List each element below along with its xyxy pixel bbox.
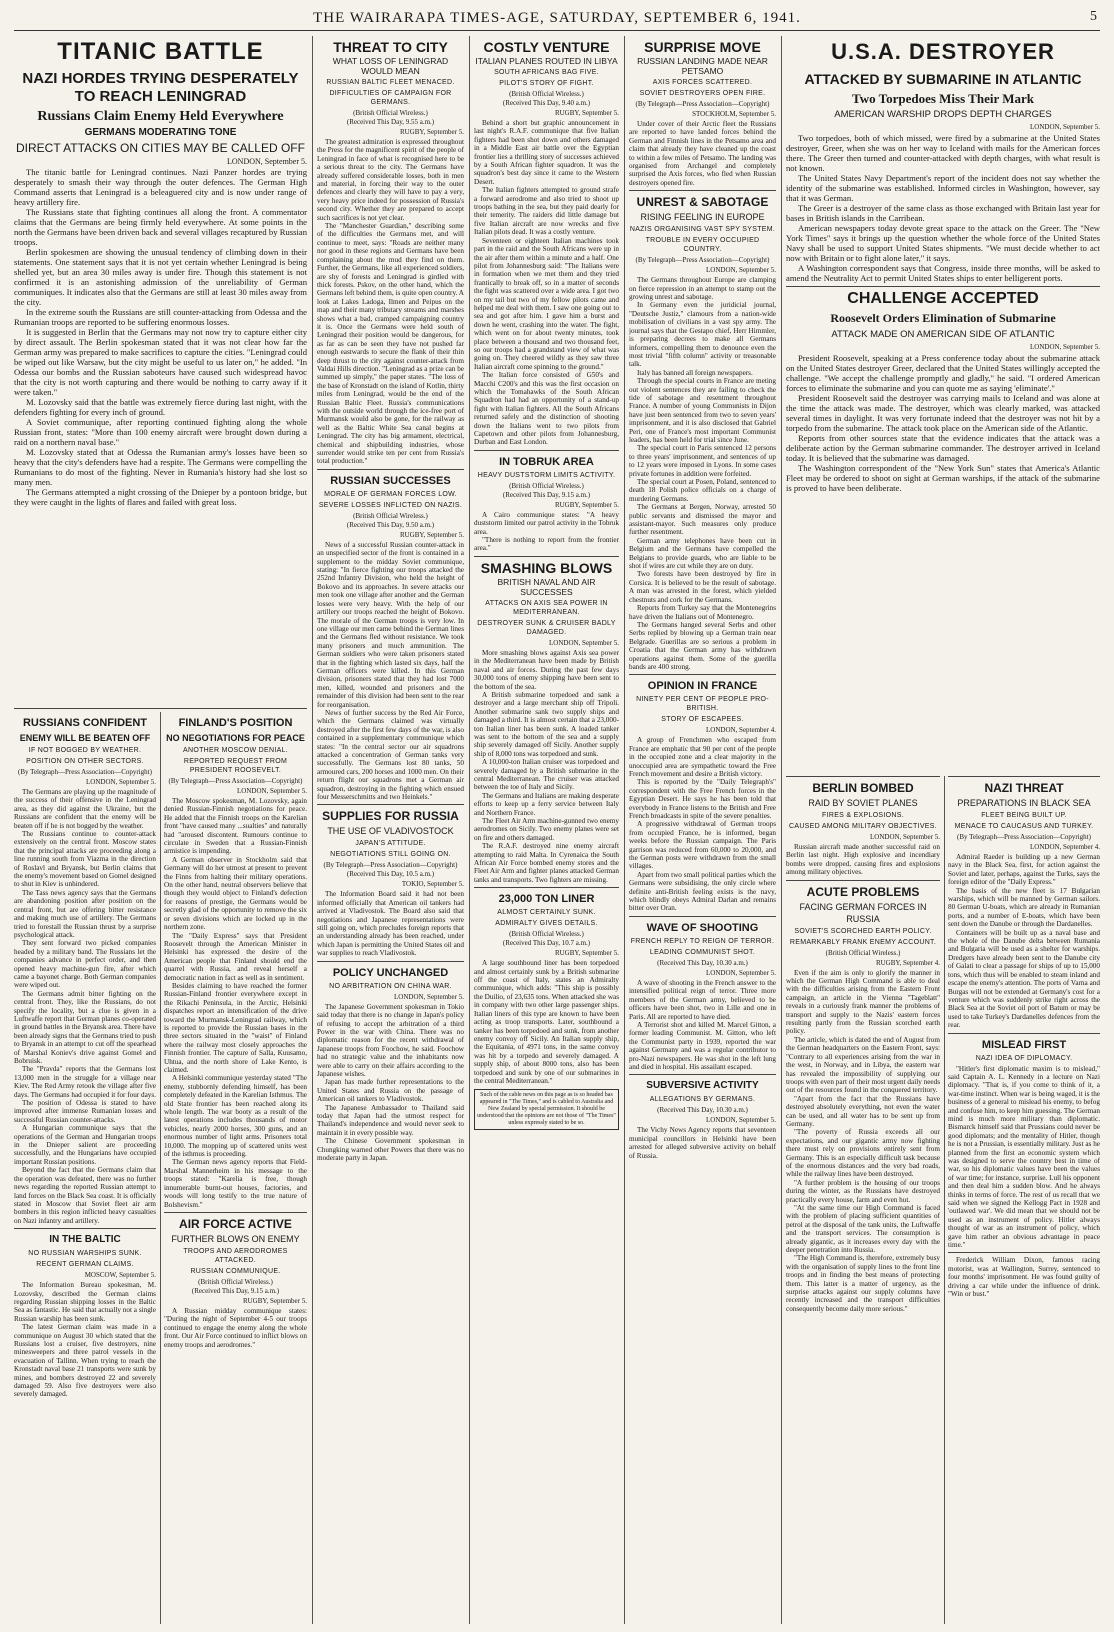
paragraph: It is suggested in Berlin that the Germans may not now try to capture either city by direct assault. The Berlin spokesman stated that it was not clear how far the German army was prepared to make sacrifices to capture the cities. "Leningrad could be wiped out like Warsaw, but the city might be useful to us later on," he added. "In Odessa our bombs and the Russian saboteurs have caused such widespread havoc that the city is not worth capturing and there would be nothing to carry away if it were taken." [14,327,307,397]
divider [629,674,776,675]
paragraph: A group of Frenchmen who escaped from France are emphatic that 90 per cent of the people in the occupied zone and a clear majority in the unoccupied area are sympathetic toward the Free French movement and desire a British victory. [629,736,776,778]
divider [786,286,1100,287]
paragraph: "A further problem is the housing of our troops during the winter, as the Russians have destroyed practically every house, farm and even hut. [786,1178,940,1204]
credit: (Received This Day, 10.30 a.m.) [657,958,748,967]
paragraph: The basis of the new fleet is 17 Bulgarian warships, which will be manned by German sailors. 80 German U-boats, which are already in Rumanian ports, and a number of E-boats, which have been sent down the Danube or through the Dardanelles. [948,886,1100,929]
subhead-roosevelt-orders: Roosevelt Orders Elimination of Submarine [830,311,1056,325]
dateline: LONDON, September 5. [706,968,776,977]
paragraph: A Terrorist shot and killed M. Marcel Gitton, a former leading Communist. M. Gitton, who left the Communist party in 1939, reported the war against Germany and was a regular contributor to pro-Nazi newspapers. He was shot in the left lung and died in hospital. His assailant escaped. [629,1020,776,1071]
dateline: LONDON, September 5. [870,833,940,841]
credit: (Received This Day, 10.30 a.m.) [657,1106,748,1115]
subhead-russians-claim: Russians Claim Enemy Held Everywhere [37,109,284,124]
paragraph: This is reported by the "Daily Telegraph's" correspondent with the Free French forces in the Egyptian Desert. He says he has been told that everybody in France listens to the British and Free French broadcasts in spite of the severe penalties. [629,778,776,820]
headline-in-tobruk-area: IN TOBRUK AREA [499,455,594,468]
dateline: RUGBY, September 5. [399,530,464,539]
dateline: TOKIO, September 5. [401,880,464,889]
paragraph: More smashing blows against Axis sea power in the Mediterranean have been made by British naval and air forces. During the past few days 30,000 tons of enemy shipping have been sent to the bottom of the sea. [474,648,619,691]
subhead-direct-attacks: DIRECT ATTACKS ON CITIES MAY BE CALLED OFF [16,141,305,155]
paragraph: Reports from other sources state that the evidence indicates that the attack was a deliberate action by the German submarine commander. The destroyer arrived in Iceland today. It is believed that the submarine was damaged. [786,433,1100,463]
paragraph: Under cover of their Arctic fleet the Russians are reported to have landed forces behind the German and Finnish lines in the Petsamo area and claim that already they have cleaned up the coast to within a few miles of Petsamo. The landing was organised from Archangel and completely surprised the Axis forces, who fled when Russian destroyers opened fire. [629,120,776,187]
paragraph: A Helsinki communique yesterday stated "The enemy, stubbornly defending himself, has been completely defeated in the Karelian Isthmus. The old State frontier has been reached along its whole length. The war booty as a result of the latest operations includes thousands of motor vehicles, nearly 2000 horses, 300 guns, and an enormous number of light arms. Prisoners total 10,000. The mopping up of scattered units west of the isthmus is proceeding. [164,1074,307,1159]
paragraph: A German observer in Stockholm said that Germany will do her utmost at present to prevent the Finns from halting their military operations. On the other hand, neutral observers believe that though they would object to Finland's defection for reasons of prestige, the Germans would be secretly glad of the opportunity to remove the six or seven divisions which are locked up in the northern zone. [164,855,307,932]
paragraph: "Apart from the fact that the Russians have destroyed absolutely everything, not even the water can be used, and all water has to be sent up from Germany. [786,1094,940,1128]
divider [474,450,619,451]
subhead: ALMOST CERTAINLY SUNK. [497,909,596,917]
subhead: BRITISH NAVAL AND AIR SUCCESSES [497,576,596,597]
subhead: SEVERE LOSSES INFLICTED ON NAZIS. [318,501,463,509]
dateline: LONDON, September 5. [237,787,307,795]
subhead-two-torpedoes: Two Torpedoes Miss Their Mark [851,91,1035,106]
paragraph: The special court at Posen, Poland, sentenced to death 18 Polish police officials on a charge of murdering Germans. [629,478,776,503]
paragraph: Frederick William Dixon, famous racing motorist, was at Wallington, Surrey, sentenced to four months' imprisonment. He was found guilty of driving a car while under the influence of drink. "Win or bust." [948,1256,1100,1299]
paragraph: The German news agency reports that Field-Marshal Mannerheim in his message to the troops stated: "Karelia is free, though innumerable burnt-out houses, factories, and woods will long testify to the true nature of Bolshevism." [164,1158,307,1209]
paragraph: The Germans at Bergen, Norway, arrested 50 public servants and dismissed the mayor and assistant-mayor. Such measures only produce further resentment. [629,503,776,537]
subhead: NO NEGOTIATIONS FOR PEACE [166,733,305,743]
paragraph: American newspapers today devote great space to the attack on the Greer. The "New York Times" says it brings up the question whether the whole force of the United States Navy shall be used to support United States shipments. "We must decide whether to act now with Britain or to fight alone later," it says. [786,223,1100,263]
paragraph: The Italian fighters attempted to ground strafe a forward aerodrome and also tried to shoot up troops bathing in the sea, but they paid dearly for their temerity. The raiders did little damage but five Italian aircraft are now wrecks and five Italian pilots dead. It was a costly venture. [474,186,619,237]
headline-supplies-for-russia: SUPPLIES FOR RUSSIA [322,809,459,824]
paragraph: "The poverty of Russia exceeds all our expectations, and our gigantic army now fighting there must rely on provisions entirely sent from Germany. This is an especially difficult task because of the enormous distances and the very bad roads, while the railway lines have been destroyed. [786,1128,940,1179]
headline-in-the-baltic: IN THE BALTIC [49,1234,121,1246]
divider [948,776,1100,777]
subhead: FRENCH REPLY TO REIGN OF TERROR. [630,937,775,945]
paragraph: A progressive withdrawal of German troops from occupied France, he is informed, began weeks before the Russian campaign. The Paris garrison was reduced from 60,000 to 20,000, and the German posts were withdrawn from the small villages. [629,820,776,871]
dateline: LONDON, September 4. [1030,843,1100,851]
credit: (By Telegraph—Press Association—Copyright) [635,256,770,265]
subhead: MENACE TO CAUCASUS AND TURKEY. [954,823,1094,830]
column-rule [944,776,945,1624]
paragraph: The Germans throughout Europe are clamping on fierce repression in an attempt to stamp out the growing unrest and sabotage. [629,276,776,302]
headline-smashing-blows: SMASHING BLOWS [480,559,613,576]
subhead: RUSSIAN LANDING MADE NEAR PETSAMO [637,56,768,76]
credit: (British Official Wireless.) [825,948,901,957]
subhead: DESTROYER SUNK & CRUISER BADLY DAMAGED. [477,619,616,636]
paragraph: "The High Command is, therefore, extremely busy with the organisation of supply lines to the front line troops and in finding the best means of protecting them. This latter is a matter of urgency, as the surprise attacks against our supply columns have recently increased and the transport difficulties consequently become daily more serious." [786,1254,940,1313]
dateline: RUGBY, September 5. [554,500,619,509]
paragraph: The Germans attempted a night crossing of the Dnieper by a pontoon bridge, but they were caught in the lights of flares and failed with great loss. [14,487,307,507]
headline-surprise-move: SURPRISE MOVE [644,39,761,55]
subhead: NO RUSSIAN WARSHIPS SUNK. [28,1250,142,1258]
subhead: SOVIET DESTROYERS OPEN FIRE. [639,90,766,97]
paragraph: "There is nothing to report from the frontier area." [474,536,619,553]
paragraph: A 10,000-ton Italian cruiser was torpedoed and severely damaged by a British submarine in the central Mediterranean. The cruiser was attacked between the toe of Italy and Sicily. [474,758,619,792]
divider [317,804,464,805]
paragraph: The Italian force consisted of G50's and Macchi C200's and this was the first occasion on which the Tomahawks of the South African Squadron had had an opportunity of a stand-up fight with Italian fighters. All the South Africans returned safely and the distinction of shooting down the Italians went to two pilots from Capetown and other pilots from Johannesburg, Durban and East London. [474,371,619,447]
subhead: HEAVY DUSTSTORM LIMITS ACTIVITY. [477,471,616,479]
headline-policy-unchanged: POLICY UNCHANGED [332,966,449,979]
paragraph: "Hitler's first diplomatic maxim is to mislead," said Captain A. L. Kennedy in a lecture on Nazi diplomacy. "That is, if you come to think of it, a war-time instinct. When war is being waged, it is the business of a general to mislead his enemy, to befog and confuse him, to keep him guessing. The German mind is much more military than diplomatic. Bismarck himself said that Prussians could never be good diplomats; and the mentality of Hitler, though he is not a Prussian, is essentially military. Just as he planned from the first an economic system which was designed to serve the country best in time of war, so his diplomatic values have been the values of war time; for instance, surprise. Lull his opponent and then deal him a sudden blow. And he always thinks in terms of force. The rest of us recall that we said when we signed the Kellogg Pact in 1928 and 'outlawed war'. We did mean that we should not be used as an instrument of policy. Hitler always thought of war as an instrument of policy, which gave him rather an obvious advantage in peace time." [948,1064,1100,1250]
credit: (By Telegraph—Press Association—Copyright) [957,833,1091,841]
dateline: LONDON, September 5. [549,638,619,647]
credit: (British Official Wireless.) (Received This Day, 9.15 a.m.) [502,481,591,499]
paragraph: The Russians continue to counter-attack extensively on the central front. Moscow states that the principal attacks are proceeding along a line running south from Viazma in the direction of Roslavl and Bryansk, but Berlin claims that the enemy's movement based on Gomel designed to shut in Kiev is unhindered. [14,830,156,889]
headline-unrest-sabotage: UNREST & SABOTAGE [636,195,769,210]
paragraph: The Germans hanged several Serbs and other Serbs replied by blowing up a German train near Belgrade. Guerillas are so serious a problem in Croatia that the German army has withdrawn operations against them. Some of the guerilla bands are 400 strong. [629,620,776,671]
paragraph: A Soviet communique, after reporting continued fighting along the whole Russian front, states: "More than 100 enemy aircraft were brought down during a raid on a northern naval base." [14,417,307,447]
subhead: ENEMY WILL BE BEATEN OFF [19,733,151,743]
paragraph: "At the same time our High Command is faced with the problem of placing sufficient quantities of petrol at the disposal of the tank units, the Luftwaffe and the transport services. The consumption is already gigantic, as it increases every day with the deeper penetration into Russia. [786,1204,940,1255]
paragraph: German army telephones have been cut in Belgium and the Germans have compelled the Belgians to provide guards, who are liable to be shot if wires are cut while they are on duty. [629,536,776,571]
column-rule [624,36,625,1624]
column-rule [312,36,313,1624]
column-finland [164,712,307,1624]
subhead: THE USE OF VLADIVOSTOCK [327,826,454,837]
paragraph: The Japanese Government spokesman in Tokio said today that there is no change in Japan's policy of refusing to accept the arbitration of a third Power in the war with China. There was no diplomatic reason for the recent withdrawal of Japanese troops from Foochow, he said. Foochow had no strategic value and the inhabitants now were able to carry on their affairs according to the Japanese wishes. [317,1002,464,1078]
subhead: RUSSIAN COMMUNIQUE. [190,1267,281,1275]
divider [629,1074,776,1075]
paragraph: A wave of shooting in the French answer to the intensified political reign of terror. Three more members of the German army, believed to be officers have been shot, two in Lille and one in Paris. All are reported to have died. [629,978,776,1021]
headline-23000-ton-liner: 23,000 TON LINER [498,893,595,906]
headline-usa-destroyer: U.S.A. DESTROYER [831,39,1055,64]
subhead: PILOT'S STORY OF FIGHT. [499,80,594,87]
paragraph: The Fleet Air Arm machine-gunned two enemy aerodromes on Sicily. Two enemy planes were set on fire and others damaged. [474,817,619,842]
paragraph: Two torpedoes, both of which missed, were fired by a submarine at the United States destroyer, Greer, when she was on her way to Iceland with mails for the American forces there. The Greer then turned and counter-attacked with depth charges, with what result is not known. [786,133,1100,173]
paragraph: The titanic battle for Leningrad continues. Nazi Panzer hordes are trying desperately to smash their way through the outer defences. The German High Command asserts that Leningrad is a beleaguered city and is now under range of heavy artillery fire. [14,167,307,207]
subhead: JAPAN'S ATTITUDE. [355,840,426,848]
subhead-attacked-by-submarine: ATTACKED BY SUBMARINE IN ATLANTIC [804,71,1082,87]
paragraph: Behind a short but graphic announcement in last night's R.A.F. communique that five Italian fighters had been shot down and others damaged in a Middle East air battle over the Egyptian frontier lies a thrilling story of successes achieved by a South African fighter squadron. It was the squadron's best day since it came to the Western Desert. [474,119,619,186]
paragraph: Admiral Raeder is building up a new German navy in the Black Sea, first, for action against the Soviet and later, perhaps, against the Turks, says the foreign editor of the "Daily Express." [948,853,1100,887]
paragraph: Russian aircraft made another successful raid on Berlin last night. High explosive and incendiary bombs were dropped, causing fires and explosions among military objectives. [786,843,940,877]
paragraph: A Russian midday communique states: "During the night of September 4-5 our troops continued to engage the enemy along the whole front. Our Air Force continued to inflict blows on enemy troops and aerodromes." [164,1306,307,1349]
subhead: POSITION ON OTHER SECTORS. [26,758,144,765]
column-rule [160,712,161,1624]
subhead: NINETY PER CENT OF PEOPLE PRO-BRITISH. [636,696,769,713]
article-challenge-accepted [786,353,1100,493]
article-titanic-battle [14,167,307,507]
headline-finlands-position: FINLAND'S POSITION [178,717,293,729]
dateline: LONDON, September 5. [1030,343,1100,351]
subhead: STORY OF ESCAPEES. [661,716,744,724]
divider [786,776,940,777]
paragraph: Japan has made further representations to the United States and Russia on the passage of American oil tankers to Vladivostok. [317,1078,464,1104]
masthead [14,6,1100,31]
subhead: AXIS FORCES SCATTERED. [652,79,753,86]
headline-titanic-battle: TITANIC BATTLE [57,38,264,65]
paragraph: In the extreme south the Russians are still counter-attacking from Odessa and the Rumanian troops are reported to be suffering enormous losses. [14,307,307,327]
divider [317,469,464,470]
subhead: ADMIRALTY GIVES DETAILS. [495,920,598,928]
paragraph: The Germans and Italians are making desperate efforts to keep up a ferry service between Italy and Northern France. [474,791,619,817]
subhead-moderating-tone: GERMANS MODERATING TONE [84,127,237,138]
paragraph: The Russians state that fighting continues all along the front. A commentator claims that the Germans are being firmly held everywhere. At some points in the north the Germans have been driven back and several villages recaptured by Russian troops. [14,207,307,247]
paragraph: Containers will be built up as a naval base and the whole of the Danube delta between Rumania and Bulgaria will be used as a shelter for warships. Dredgers have already been sent to the Danube city of Galati to clear a passage for ships of up to 15,000 tons, which thus will be enabled to steam inland and escape the enemy's attention. The ports of Varna and Burgas will not be extended at Germany's cost for a venture which was suddenly strike right across the Black Sea at the Soviet oil port of Batum or may be used to take Turkey's Dardanelles defences from the rear. [948,928,1100,1030]
headline-opinion-in-france: OPINION IN FRANCE [647,680,758,693]
divider [948,1033,1100,1034]
credit: (By Telegraph—Press Association—Copyright) [168,777,303,785]
paragraph: Italy has banned all foreign newspapers. [637,368,753,377]
paragraph: The United States Navy Department's report of the incident does not say whether the identity of the submarine was established. Informed circles in Washington, however, say that it was German. [786,173,1100,203]
paragraph: M. Lozovsky said that the battle was extremely fierce during last night, with the defenders fighting for every inch of ground. [14,397,307,417]
headline-acute-problems: ACUTE PROBLEMS [806,884,920,899]
headline-threat-to-city: THREAT TO CITY [333,39,448,55]
credit: (British Official Wireless.) (Received This Day, 10.7 a.m.) [502,930,591,948]
copyright-notice: Such of the cable news on this page as is so headed has appeared in "The Times," and is cabled to Australia and New Zealand by special permission. It should be understood that the opinions are not those of "The Times" unless expressly stated to be so. [474,1089,619,1130]
subhead: MORALE OF GERMAN FORCES LOW. [324,490,457,498]
subhead: ANOTHER MOSCOW DENIAL. [183,747,288,754]
subhead: DIFFICULTIES OF CAMPAIGN FOR GERMANS. [329,90,452,106]
subhead: TROUBLE IN EVERY OCCUPIED COUNTRY. [645,237,760,254]
subhead: RUSSIAN BALTIC FLEET MENACED. [326,79,455,86]
paragraph: Besides claiming to have reached the former Russian-Finland frontier everywhere except in the Rikachi Peninsula, in the Arctic, Helsinki dispatches report an intensification of the drive toward the Murmansk-Leningrad railway, which is reported to provide the Russian bases in the three sectors situated in the "waist" of Finland where the railway most closely approaches the Finnish frontier. The capture of Salla, Kuusamo, Uhtua, and the north shore of Lake Kento, is claimed. [164,981,307,1074]
subhead: NO ARBITRATION ON CHINA WAR. [329,982,452,990]
credit: (British Official Wireless.) (Received This Day, 9.50 a.m.) [346,511,435,529]
paragraph: Two forests have been destroyed by fire in Corsica. It is believed to be the result of sabotage. A man was arrested in the forest, which yielded chestnuts and cork for the Germans. [629,570,776,604]
credit: (By Telegraph—Press Association—Copyright) (Received This Day, 10.5 a.m.) [323,861,458,879]
paragraph: The Information Bureau spokesman, M. Lozovsky, described the German claims regarding Russian shipping losses in the Baltic Sea as fantastic. He said that actually not a single Russian warship has been sunk. [14,1281,156,1323]
paragraph: The Germans admit bitter fighting on the central front. They, like the Russians, do not specify the locality, but a clue is given in a Luftwaffe report that German planes co-operated in ground battles in the Bryansk area. There have been already signs that the Germans tried to push to Bryansk in an attempt to cut off the spearhead of Marshal Koniev's drive against Gomel and Bobruisk. [14,989,156,1065]
paragraph: The Japanese Ambassador to Thailand said today that Japan had the utmost respect for Thailand's independence and would never seek to maintain it in every possible way. [317,1103,464,1137]
subhead: WHAT LOSS OF LENINGRAD WOULD MEAN [332,56,449,76]
credit: (By Telegraph—Press Association—Copyright) [635,100,770,108]
divider [629,190,776,191]
headline-mislead-first: MISLEAD FIRST [981,1038,1067,1051]
subhead: RISING FEELING IN EUROPE [640,212,765,223]
paragraph: The "Pravda" reports that the Germans lost 13,000 men in the struggle for a village near Kiev. The Red Army retook the village after five days. The Germans had occupied it for four days. [14,1065,156,1099]
headline-berlin-bombed: BERLIN BOMBED [812,781,914,795]
headline-nazi-threat: NAZI THREAT [984,781,1064,795]
subhead: SOUTH AFRICANS BAG FIVE. [494,69,599,76]
credit: (By Telegraph—Press Association—Copyright) [18,768,152,776]
subhead: FLEET BEING BUILT UP. [981,812,1067,819]
headline-russians-confident: RUSSIANS CONFIDENT [22,717,148,729]
paragraph: President Roosevelt, speaking at a Press conference today about the submarine attack on the United States destroyer Greer, declared that the United States willingly accepted the challenge. "We accept the challenge promptly and gladly," he said. "I ordered American forces to eliminate the submarine and you can quote me as saying 'eliminate'." [786,353,1100,393]
paragraph: Seventeen or eighteen Italian machines took part in the raid and the South Africans were up in the air after them within a minute and a half. One pilot from Johannesburg said: "The Italians were in formation when we met them and they tried frantically to break off, so in a matter of seconds the fight was scattered over a wide area. I got two on my tail but two of my fellow pilots came and helped me deal with them. I saw one going out to sea and got after him. I gave him a burst and down he went, crashing into the water. The fight, which went on for about twenty minutes, took place between a thousand and two thousand feet, so our troops had a grandstand view of what was going on. They cheered wildly as they saw three Italian aircraft come spinning to the ground." [474,236,619,371]
divider [14,1228,156,1229]
paragraph: They sent forward two picked companies headed by a military band. The Russians let the companies advance in perfect order, and then opened heavy machine-gun fire, after which came a bayonet charge. Both German companies were wiped out. [14,939,156,990]
column-nazi-threat [948,776,1100,1624]
article-usa-destroyer [786,133,1100,283]
paragraph: A British submarine torpedoed and sank a destroyer and a large merchant ship off Tripoli. Another submarine sank two supply ships and damaged a third. It is almost certain that a 23,000-ton Italian liner has been sunk. A loaded tanker was sent to the bottom of the sea and a supply ship severely damaged off Sicily. Another supply ship of 8,000 tons was torpedoed and sunk. [474,690,619,758]
divider [474,556,619,557]
paragraph: M. Lozovsky stated that at Odessa the Rumanian army's losses have been so heavy that the city's defenders have had a respite. The Germans were compelling the Rumanians to do most of the fighting. Never in Rumania's history had she lost so many men. [14,447,307,487]
dateline: LONDON, September 5. [86,778,156,786]
paragraph: The "Manchester Guardian," describing some of the difficulties the Germans met, and will continue to meet, says: "Roads are neither many nor good in these regions and Germans have been complaining about the mud they find on them. Further, the Germans, like all experienced soldiers, are shy of forests and Leningrad is girdled with thick forests. Pskov, on the other hand, which the Germans left behind them, is quite open country. A look at Lakes Ladoga, Ilmen and Peipus on the map and their many tributary streams and marshes shows what a bad, cramped campaigning country it is. Once the Germans were held south of Leningrad their position would be dangerous, for as far as can be seen they have not pushed far enough eastwards to secure the flank of their thin deep thrust to the city against counter-attack from Valdai Hills direction. "Leningrad as a prize can be summed up simply," the paper states. "The loss of the base of Kronstadt on the island of Kotlin, thirty miles from Leningrad, would be the end of the Russian Baltic Fleet. Russia's communications with the outside world through the ice-free port of Murmansk would also be gone, for the railway as well as the Baltic White Sea canal begins at Leningrad. The city has big armament, electrical, chemical and shipbuilding industries, whose surrender would strike ten per cent from Russia's total production." [317,222,464,466]
paragraph: The Tass news agency says that the Germans are abandoning position after position on the central front, but are offering bitter resistance and making much use of artillery. The Germans tried to forestall the Russian thrust by a surprise psychological attack. [14,888,156,939]
paragraph: Beyond the fact that the Germans claim that the operation was defeated, there was no further news regarding the reported Russian attempt to land forces on the Black Sea coast. It is officially stated in Moscow that Soviet fleet air arm bombers in this region inflicted heavy casualties on Nazi infantry and artillery. [14,1166,156,1225]
credit: (British Official Wireless.) (Received This Day, 9.55 a.m.) [346,109,435,126]
subhead: NAZIS ORGANISING VAST SPY SYSTEM. [629,226,776,234]
subhead: RECENT GERMAN CLAIMS. [36,1261,134,1269]
page-number: 5 [1090,9,1098,24]
paragraph: A Cairo communique states: "A heavy duststorm limited our patrol activity in the Tobruk area. [474,510,619,536]
dateline: LONDON, September 5. [706,1116,776,1125]
headline-costly-venture: COSTLY VENTURE [483,39,610,55]
paragraph: The Information Board said it had not been informed officially that American oil tankers had arrived at Vladivostok. The Board also said that negotiations and Japanese representations were still going on, which precludes foreign reports that an understanding already has been reached, under which Japan is permitting the United States oil and war supplies to reach Vladivostok. [317,890,464,958]
dateline: LONDON, September 5. [1030,123,1100,131]
subhead: SOVIET'S SCORCHED EARTH POLICY. [794,927,932,935]
credit: (British Official Wireless.) (Received This Day, 9.40 a.m.) [502,90,591,107]
headline-challenge-accepted: CHALLENGE ACCEPTED [847,290,1039,307]
dateline: RUGBY, September 5. [399,128,464,136]
column-berlin-bombed [786,776,940,1624]
paragraph: A Washington correspondent says that Congress, inside three months, will be asked to amend the Neutrality Act to permit United States ships to enter belligerent ports. [786,263,1100,283]
divider [317,961,464,962]
subhead: NEGOTIATIONS STILL GOING ON. [330,851,451,859]
newspaper-title: THE WAIRARAPA TIMES-AGE, SATURDAY, SEPTEMBER 6, 1941. [313,9,801,26]
column-russians-confident [14,712,156,1624]
paragraph: The special court in Paris sentenced 12 persons to three years' imprisonment, and sentences of up to 12 years were imposed in Lyons. In some cases private fortunes in addition were forfeited. [629,444,776,478]
paragraph: The greatest admiration is expressed throughout the Press for the magnificent spirit of the people of Leningrad in face of what is recognised here to be a serious threat to the city. The Germans have already suffered considerable losses, both in men and material, in forcing their way to the outer defences and clearly they will have to pay a very, very heavy price indeed for possession of Russia's second city. Whether they are prepared to accept such sacrifices is not yet clear. [317,138,464,222]
paragraph: In Germany even the juridicial journal, "Deutsche Justiz," clamours from a nation-wide mobilisation of civilians in a vast spy army. The journal says that the Gestapo chief, Herr Himmler, is preparing decrees to make all Germans informers, compelling them to denounce even the most trivial "fifth column" activity or treasonable talk. [629,301,776,369]
dateline: RUGBY, September 5. [554,109,619,117]
subhead: ALLEGATIONS BY GERMANS. [649,1096,756,1104]
subhead: REMARKABLY FRANK ENEMY ACCOUNT. [789,938,937,946]
paragraph: Through the special courts in France are meting out violent sentences they are failing to check the tide of sabotage and resentment throughout France. A number of young Communists in Dijon have just been sentenced from two to seven years' imprisonment, and it is also disclosed that Gabriel Peri, one of France's most important Communist leaders, has been held for trial since June. [629,377,776,444]
divider [474,887,619,888]
headline-subversive-activity: SUBVERSIVE ACTIVITY [646,1080,759,1092]
dateline: LONDON, September 5. [394,992,464,1001]
subhead: NAZI IDEA OF DIPLOMACY. [975,1054,1073,1062]
paragraph: Berlin spokesmen are showing the unusual tendency of climbing down in their statements. One statement says that it is not yet certain whether Leningrad is being shelled yet, but an area 30 miles away is under fire. Though this statement is not confirmed it is an astonishing admission of the unreliability of German communiques. It indicates also that the Germans are still at least 30 miles away from the city. [14,247,307,307]
dateline: LONDON, September 4. [706,726,776,735]
dateline: RUGBY, September 5. [242,1296,307,1305]
divider [786,880,940,881]
paragraph: The R.A.F. destroyed nine enemy aircraft attempting to raid Malta. In Cyrenaica the South African Air Force bombed enemy stores and the Fleet Air Arm and fighter planes attacked German tanks and transports. Two fighters are missing. [474,842,619,884]
subhead: PREPARATIONS IN BLACK SEA [957,798,1091,808]
paragraph: Even if the aim is only to glorify the manner in which the German High Command is able to deal with the difficulties arising from the Eastern Front campaign, an article in the Vienna "Tageblatt" reveals in a curiously frank manner the problems of transport and supply to the Nazis' eastern forces resulting partly from the Russian scorched earth policy. [786,968,940,1036]
paragraph: The Vichy News Agency reports that seventeen municipal councillors in Helsinki have been arrested for alleged subversive activity on behalf of Russia. [629,1126,776,1160]
subhead: FURTHER BLOWS ON ENEMY [171,1233,300,1244]
headline-wave-of-shooting: WAVE OF SHOOTING [646,921,759,934]
paragraph: The article, which is dated the end of August from the German headquarters on the Eastern Front, says: "Contrary to all experiences arising from the war in the west, in Norway, and in Libya, the eastern war has revealed the impossibility of supplying our troops with even part of their most urgent daily needs out of the resources found in the conquered territory. [786,1035,940,1095]
paragraph: A large southbound liner has been torpedoed and almost certainly sunk by a British submarine off the coast of Italy, states an Admiralty communique, which adds: "This ship is possibly the Duilio, of 23,635 tons. When attacked she was in company with two other large passenger ships. Italian liners of this type are known to have been acting as troop transports. Later, southbound a tanker has been torpedoed and sunk, from another enemy convoy off Sicily. An Italian supply ship, the Equitania, of 4971 tons, in the same convoy was hit by a torpedo and severely damaged. A supply ship, of about 8000 tons, also has been torpedoed and sunk by one of our submarines in the central Mediterranean." [474,959,619,1085]
dateline: LONDON, September 5. [706,266,776,275]
subhead: ITALIAN PLANES ROUTED IN LIBYA [475,56,618,66]
paragraph: The Greer is a destroyer of the same class as those exchanged with Britain last year for bases in British islands in the Carribean. [786,203,1100,223]
subhead: FACING GERMAN FORCES IN RUSSIA [799,901,927,924]
subhead-nazi-hordes: NAZI HORDES TRYING DESPERATELY TO REACH LENINGRAD [22,70,299,105]
subhead: CAUSED AMONG MILITARY OBJECTIVES. [789,823,937,830]
column-threat-to-city [317,36,464,1624]
paragraph: President Roosevelt said the destroyer was carrying mails to Iceland and was alone at the time the attack was made. The destroyer, which was clearly marked, was attacked several times in daylight. It was very fortunate indeed that the destroyer was not hit by a torpedo from the submarine. The attack took place on the American side of the Atlantic. [786,393,1100,433]
divider [629,916,776,917]
paragraph: Reports from Turkey say that the Montenegrins have driven the Italians out of Montenegro. [629,604,776,621]
subhead-attack-made: ATTACK MADE ON AMERICAN SIDE OF ATLANTIC [831,329,1055,340]
credit: (British Official Wireless.) (Received This Day, 9.15 a.m.) [191,1277,280,1295]
paragraph: A Hungarian communique says that the operations of the German and Hungarian troops in the Dnieper salient are proceeding successfully, and the Hungarians have occupied important Russian positions. [14,1124,156,1166]
dateline: MOSCOW, September 5. [84,1271,156,1280]
column-costly-venture [474,36,619,1624]
dateline: STOCKHOLM, September 5. [692,110,776,118]
dateline: LONDON, September 5. [227,157,307,166]
subhead: TROOPS AND AERODROMES ATTACKED. [183,1247,288,1264]
paragraph: The "Daily Express" says that President Roosevelt through the American Minister in Helsinki has expressed the desire of the American people that Finland should end the quarrel with Russia, and reveal herself a democratic nation in fact as well as in sentiment. [164,931,307,982]
column-rule [469,36,470,1624]
subhead: ATTACKS ON AXIS SEA POWER IN MEDITERRANEAN. [485,599,608,616]
subhead: LEADING COMMUNIST SHOT. [649,948,756,956]
paragraph: Apart from two small political parties which the Germans were subsidising, the only circle where definite anti-British feeling exists is the navy, which blindly obeys Admiral Darlan and remains bitter over Oran. [629,870,776,913]
dateline: RUGBY, September 5. [554,949,619,958]
headline-air-force-active: AIR FORCE ACTIVE [179,1216,292,1231]
paragraph: The position of Odessa is stated to have improved after immense Rumanian losses and successful Russian counter-attacks. [14,1099,156,1124]
subhead-depth-charges: AMERICAN WARSHIP DROPS DEPTH CHARGES [834,109,1052,120]
paragraph: The Germans are playing up the magnitude of the success of their offensive in the Leningrad area, as they did against the Ukraine, but the Russians are confident that the enemy will be beaten off if he is not bogged by the weather. [14,788,156,830]
subhead: IF NOT BOGGED BY WEATHER. [28,747,142,754]
paragraph: News of further success by the Red Air Force, which the Germans claimed was virtually destroyed after the first few days of the war, is also contained in a supplementary communique which states: "In the central sector our air squadrons attacked a concentration of German tanks very successfully. The Germans lost 80 tanks, 50 armoured cars, 200 horses and 1000 men. On their return flight our squadrons met a German air squadron, destroying in the fighting which ensued four Messerschmitts and two Heinkels." [317,708,464,802]
paragraph: The latest German claim was made in a communique on August 30 which stated that the Russians lost a cruiser, five destroyers, nine minesweepers and three patrol vessels in the evacuation of Tallinn. When trying to reach the Kronstadt naval base 21 transports were sunk by mines, and bombers destroyed 22 and severely damaged 59. Also five destroyers were also severely damaged. [14,1323,156,1399]
paragraph: The Washington correspondent of the "New York Sun" states that America's Atlantic Fleet may be ordered to shoot on sight at German warships, if the attack of the submarine is proved to have been deliberate. [786,463,1100,493]
divider [14,708,307,709]
subhead: FIRES & EXPLOSIONS. [822,812,904,819]
subhead: RAID BY SOVIET PLANES [808,798,918,808]
paragraph: News of a successful Russian counter-attack in an unspecified sector of the front is contained in a supplement to the midday Soviet communique, stating: "In fierce fighting our troops attacked the 252nd Infantry Division, who held the height of Bokovo and its approaches. In severe attacks our men took one village after another and the German losses were very heavy. With the help of our artillery our troops reached the height of Bokovo. The morale of the German troops is very low. In one village our men came behind the German lines and the Germans fled without resistance. We took many prisoners and much ammunition. The German soldiers who were taken prisoners stated that in the fighting which lasted six days, half the German officers were killed. In this German division, prisoners stated that they had lost 7000 men, killed, wounded and prisoners and the remainder of this division had been sent to the rear for reorganisation. [317,540,464,709]
dateline: RUGBY, September 4. [875,958,940,967]
subhead: REPORTED REQUEST FROM PRESIDENT ROOSEVELT. [183,758,288,774]
column-rule [781,36,782,1624]
paragraph: The Moscow spokesman, M. Lozovsky, again denied Russian-Finnish negotiations for peace. He added that the Finnish troops on the Karelian front "have caused many ...sualties" and naturally had "aroused discontent. Rumours continue to circulate in Sweden that a Russian-Finnish armistice is impending. [164,797,307,856]
column-surprise-move [629,36,776,1624]
divider [948,1252,1100,1253]
paragraph: The Chinese Government spokesman in Chungking warned other Powers that there was no moderate party in Japan. [317,1137,464,1162]
headline-russian-successes: RUSSIAN SUCCESSES [330,474,451,487]
divider [164,1212,307,1213]
